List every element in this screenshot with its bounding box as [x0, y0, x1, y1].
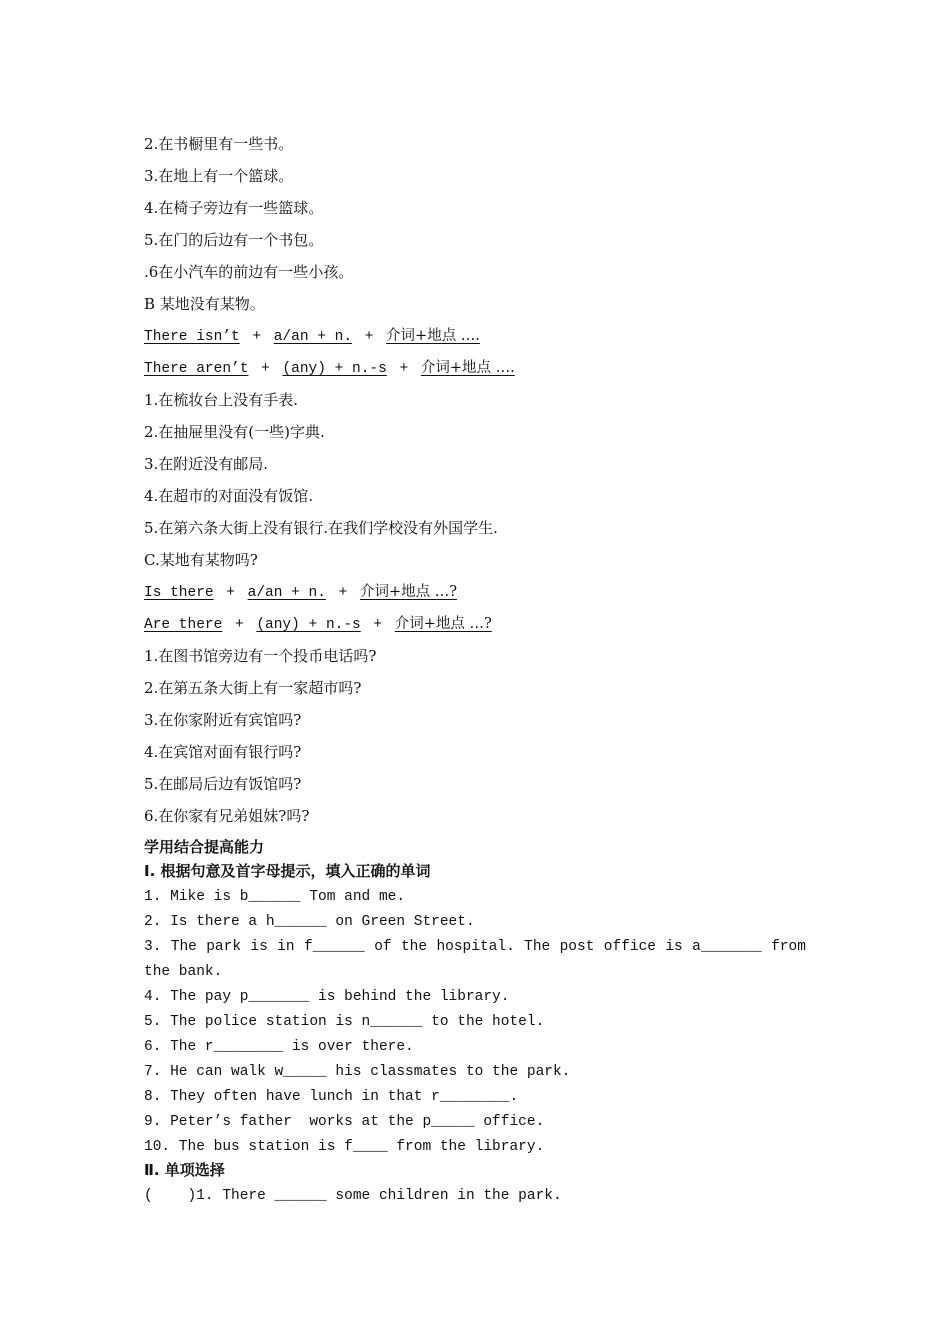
pattern-b2 [144, 358, 515, 379]
question-10: 10. The bus station is f____ from the library. [144, 1139, 545, 1155]
multiple-choice-1: ( )1. There ______ some children in the park. [144, 1188, 562, 1204]
pattern-b1-place: 介词+地点 …. [386, 328, 480, 344]
sentence-a4: 4.在椅子旁边有一些篮球。 [144, 199, 324, 217]
section-c-heading: C.某地有某物吗? [144, 551, 258, 569]
pattern-c2 [144, 614, 492, 635]
q3-word: of [374, 939, 392, 955]
q3-blank-f: f______ [303, 939, 365, 955]
pattern-b1-subject: There isn’t [144, 329, 240, 345]
sentence-b5: 5.在第六条大街上没有银行.在我们学校没有外国学生. [144, 519, 498, 537]
pattern-b2-noun: (any) + n.-s [282, 361, 387, 377]
plus-sign: + [373, 617, 383, 633]
plus-sign: + [252, 329, 262, 345]
q3-word: hospital. [436, 939, 515, 955]
question-3 [144, 937, 806, 957]
sentence-c2: 2.在第五条大街上有一家超市吗? [144, 679, 362, 697]
sentence-a5: 5.在门的后边有一个书包。 [144, 231, 324, 249]
section-b-heading: B 某地没有某物。 [144, 295, 265, 313]
sentence-c5: 5.在邮局后边有饭馆吗? [144, 775, 302, 793]
sentence-c3: 3.在你家附近有宾馆吗? [144, 711, 302, 729]
plus-sign: + [338, 585, 348, 601]
sentence-b4: 4.在超市的对面没有饭馆. [144, 487, 314, 505]
plus-sign: + [364, 329, 374, 345]
question-1: 1. Mike is b______ Tom and me. [144, 889, 406, 905]
pattern-c1-subject: Is there [144, 585, 214, 601]
plus-sign: + [234, 617, 244, 633]
sentence-b2: 2.在抽屉里没有(一些)字典. [144, 423, 325, 441]
pattern-c1-noun: a/an + n. [247, 585, 326, 601]
pattern-b1 [144, 326, 480, 347]
question-8: 8. They often have lunch in that r________. [144, 1089, 519, 1105]
sentence-a2: 2.在书橱里有一些书。 [144, 135, 294, 153]
q3-word: The [170, 939, 197, 955]
pattern-c1 [144, 582, 457, 603]
pattern-b2-subject: There aren’t [144, 361, 249, 377]
plus-sign: + [399, 361, 409, 377]
question-4: 4. The pay p_______ is behind the library. [144, 989, 510, 1005]
question-2: 2. Is there a h______ on Green Street. [144, 914, 475, 930]
sentence-c1: 1.在图书馆旁边有一个投币电话吗? [144, 647, 377, 665]
q3-word: post [559, 939, 595, 955]
q3-blank-a: a_______ [692, 939, 762, 955]
sentence-a6: .6在小汽车的前边有一些小孩。 [144, 263, 354, 281]
q3-word: in [277, 939, 295, 955]
question-7: 7. He can walk w_____ his classmates to the park. [144, 1064, 571, 1080]
pattern-c2-place: 介词+地点 …? [394, 616, 492, 632]
sentence-b3: 3.在附近没有邮局. [144, 455, 269, 473]
plus-sign: + [226, 585, 235, 601]
plus-sign: + [261, 361, 270, 377]
sentence-c4: 4.在宾馆对面有银行吗? [144, 743, 302, 761]
pattern-c2-noun: (any) + n.-s [256, 617, 361, 633]
q3-word: is [665, 939, 683, 955]
pattern-b1-noun: a/an + n. [273, 329, 353, 345]
pattern-c1-place: 介词+地点 …? [359, 584, 457, 600]
q3-word: office [603, 939, 656, 955]
part1-heading: Ⅰ. 根据句意及首字母提示，填入正确的单词 [144, 862, 431, 880]
pattern-b2-place: 介词+地点 …. [420, 360, 515, 376]
q3-word: The [524, 939, 551, 955]
sentence-c6: 6.在你家有兄弟姐妹?吗? [144, 807, 310, 825]
practice-title: 学用结合提高能力 [144, 838, 265, 856]
part2-heading: Ⅱ. 单项选择 [144, 1161, 225, 1179]
sentence-a3: 3.在地上有一个篮球。 [144, 167, 294, 185]
question-3-continued: the bank. [144, 964, 223, 980]
question-6: 6. The r________ is over there. [144, 1039, 414, 1055]
q3-word: park [206, 939, 242, 955]
q3-word: is [250, 939, 268, 955]
question-9: 9. Peter’s father works at the p_____ office. [144, 1114, 545, 1130]
q3-word: from [771, 939, 806, 955]
q3-word: 3. [144, 939, 162, 955]
question-5: 5. The police station is n______ to the hotel. [144, 1014, 545, 1030]
sentence-b1: 1.在梳妆台上没有手表. [144, 391, 299, 409]
q3-word: the [400, 939, 428, 955]
pattern-c2-subject: Are there [144, 617, 223, 633]
